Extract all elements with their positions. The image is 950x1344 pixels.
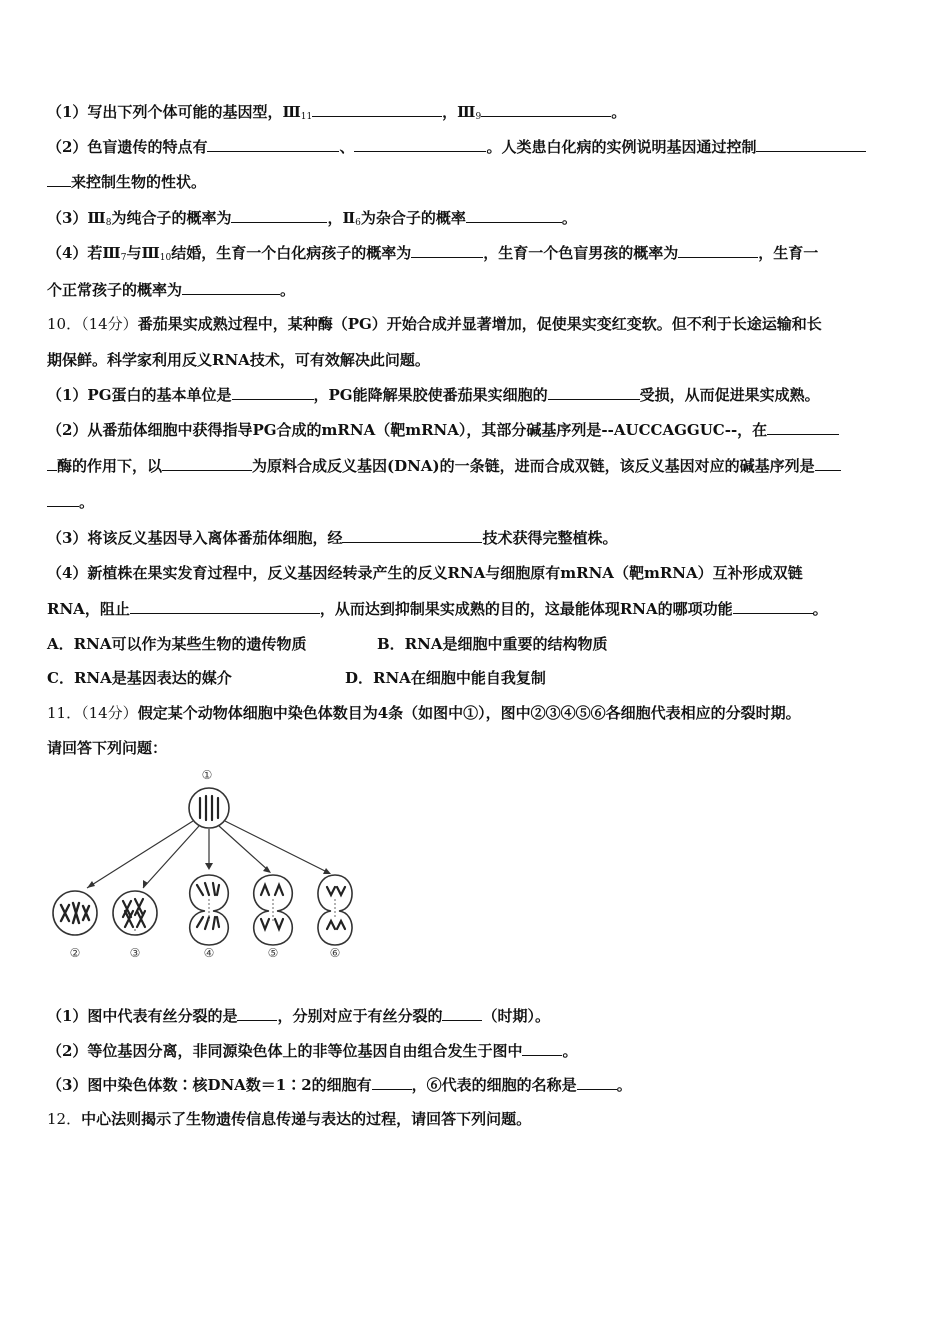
q11-stem-text: 请回答下列问题： <box>47 739 168 757</box>
subscript: 7 <box>120 253 127 263</box>
q9-part1-text: ，Ⅲ <box>442 103 476 121</box>
q11-stem-cont <box>47 738 907 758</box>
figure-label-3: ③ <box>129 946 141 960</box>
q10-part4-cont <box>47 599 907 619</box>
answer-blank[interactable] <box>47 172 71 187</box>
q11-part3 <box>47 1075 907 1095</box>
q9-part4-text: 结婚，生育一个白化病孩子的概率为 <box>171 244 412 262</box>
answer-blank[interactable] <box>130 599 320 614</box>
q12-stem <box>47 1109 907 1129</box>
answer-blank[interactable] <box>162 456 252 471</box>
q10-part2-cont <box>47 456 907 476</box>
chromosomes-6 <box>327 887 345 929</box>
q9-part1-text: 。 <box>611 103 627 121</box>
q11-part2 <box>47 1041 907 1061</box>
figure-label-5: ⑤ <box>267 946 279 960</box>
q9-part3-text: ，Ⅱ <box>327 209 356 227</box>
chromosomes-5 <box>261 885 283 929</box>
figure-label-2: ② <box>69 946 81 960</box>
answer-blank[interactable] <box>182 280 280 295</box>
q10-part2-text: （2）从番茄体细胞中获得指导PG合成的mRNA（靶mRNA），其部分碱基序列是--AUCCAGGUC--，在 <box>47 421 768 439</box>
q10-part4 <box>47 563 907 583</box>
question-number: 11．（14分） <box>47 704 138 722</box>
q9-part4-text: 。 <box>280 281 296 299</box>
cell-4 <box>190 875 229 945</box>
q10-stem-cont <box>47 350 907 370</box>
answer-blank[interactable] <box>372 1075 412 1090</box>
q10-part4-text: 。 <box>812 600 828 618</box>
q11-part2-text: （2）等位基因分离，非同源染色体上的非等位基因自由组合发生于图中 <box>47 1042 523 1060</box>
q9-part3-text: （3）Ⅲ <box>47 209 106 227</box>
subscript: 11 <box>300 112 313 122</box>
q11-part2-text: 。 <box>562 1042 578 1060</box>
option-c[interactable]: C．RNA是基因表达的媒介 <box>47 669 232 687</box>
q9-part4-text: ，生育一 <box>758 244 819 262</box>
q9-part4-text: 个正常孩子的概率为 <box>47 281 183 299</box>
chromosomes-1 <box>200 796 218 820</box>
q9-part2-cont <box>47 172 907 192</box>
answer-blank[interactable] <box>815 456 841 471</box>
q10-options-row1 <box>47 634 907 654</box>
q10-part4-text: ，从而达到抑制果实成熟的目的，这最能体现RNA的哪项功能 <box>319 600 733 618</box>
q11-part1-text: （时期）。 <box>482 1007 550 1025</box>
q10-part1-text: （1）PG蛋白的基本单位是 <box>47 386 232 404</box>
answer-blank[interactable] <box>756 137 866 152</box>
answer-blank[interactable] <box>411 243 483 258</box>
q11-part3-text: 。 <box>616 1076 632 1094</box>
q10-part3 <box>47 528 907 548</box>
q9-part4-text: ，生育一个色盲男孩的概率为 <box>483 244 679 262</box>
subscript: 9 <box>475 112 482 122</box>
q9-part4-text: （4）若Ⅲ <box>47 244 121 262</box>
answer-blank[interactable] <box>47 492 79 507</box>
q10-options-row2 <box>47 668 907 688</box>
q11-stem-text: 假定某个动物体细胞中染色体数目为4条（如图中①），图中②③④⑤⑥各细胞代表相应的分裂时期。 <box>137 704 801 722</box>
answer-blank[interactable] <box>232 385 314 400</box>
q10-part1-text: ，PG能降解果胶使番茄果实细胞的 <box>313 386 548 404</box>
q9-part2-text: 来控制生物的性状。 <box>71 173 207 191</box>
q9-part3-text: 。 <box>561 209 577 227</box>
q10-part2 <box>47 420 907 440</box>
answer-blank[interactable] <box>231 208 327 223</box>
question-number: 12． <box>47 1110 82 1128</box>
division-arrows <box>87 821 329 888</box>
answer-blank[interactable] <box>312 102 442 117</box>
q10-part4-text: RNA，阻止 <box>47 600 130 618</box>
answer-blank[interactable] <box>678 243 758 258</box>
figure-label-6: ⑥ <box>329 946 341 960</box>
subscript: 10 <box>159 253 172 263</box>
chromosomes-2 <box>61 903 89 923</box>
subscript: 8 <box>105 218 112 228</box>
option-b[interactable]: B．RNA是细胞中重要的结构物质 <box>377 635 608 653</box>
question-number: 10．（14分） <box>47 315 138 333</box>
option-a[interactable]: A．RNA可以作为某些生物的遗传物质 <box>47 635 307 653</box>
answer-blank[interactable] <box>767 420 839 435</box>
q11-part1 <box>47 1006 907 1026</box>
cell-division-figure <box>47 763 367 968</box>
q9-part2 <box>47 137 907 157</box>
chromosomes-3 <box>123 899 145 927</box>
q9-part2-text: 。人类患白化病的实例说明基因通过控制 <box>486 138 757 156</box>
q10-stem-text: 番茄果实成熟过程中，某种酶（PG）开始合成并显著增加，促使果实变红变软。但不利于长途运输和长 <box>137 315 822 333</box>
q11-part3-text: （3）图中染色体数∶核DNA数＝1∶2的细胞有 <box>47 1076 372 1094</box>
q11-part1-text: （1）图中代表有丝分裂的是 <box>47 1007 238 1025</box>
subscript: 6 <box>355 218 361 228</box>
q10-part3-text: 技术获得完整植株。 <box>482 529 618 547</box>
q10-part3-text: （3）将该反义基因导入离体番茄体细胞，经 <box>47 529 343 547</box>
answer-blank[interactable] <box>733 599 813 614</box>
q10-stem <box>47 314 907 334</box>
answer-blank[interactable] <box>577 1075 617 1090</box>
q11-part3-text: ，⑥代表的细胞的名称是 <box>411 1076 577 1094</box>
answer-blank[interactable] <box>442 1006 482 1021</box>
q9-part2-text: （2）色盲遗传的特点有 <box>47 138 208 156</box>
q9-part1 <box>47 102 907 127</box>
q10-part4-text: （4）新植株在果实发育过程中，反义基因经转录产生的反义RNA与细胞原有mRNA（靶mRNA）互补形成双链 <box>47 564 803 582</box>
q9-part4-cont <box>47 280 907 300</box>
q9-part3-text: 为纯合子的概率为 <box>111 209 232 227</box>
q9-part3-text: 为杂合子的概率 <box>360 209 466 227</box>
q9-part4 <box>47 243 907 268</box>
figure-label-1: ① <box>201 768 213 782</box>
q9-part4-text: 与Ⅲ <box>126 244 160 262</box>
q10-part2-text: 。 <box>79 493 95 511</box>
q9-part1-text: （1）写出下列个体可能的基因型，Ⅲ <box>47 103 301 121</box>
q10-part1-text: 受损，从而促进果实成熟。 <box>639 386 820 404</box>
cell-1 <box>189 788 229 828</box>
answer-blank[interactable] <box>354 137 486 152</box>
q12-stem-text: 中心法则揭示了生物遗传信息传递与表达的过程，请回答下列问题。 <box>81 1110 532 1128</box>
q10-part2-text: 酶的作用下，以 <box>57 457 163 475</box>
answer-blank[interactable] <box>481 102 611 117</box>
answer-blank[interactable] <box>47 456 57 471</box>
cell-6 <box>318 875 352 945</box>
answer-blank[interactable] <box>522 1041 562 1056</box>
q11-stem <box>47 703 907 723</box>
q9-part3 <box>47 208 907 233</box>
q10-part2-text: 为原料合成反义基因(DNA)的一条链，进而合成双链，该反义基因对应的碱基序列是 <box>252 457 815 475</box>
answer-blank[interactable] <box>207 137 339 152</box>
q9-part2-text: 、 <box>339 138 355 156</box>
answer-blank[interactable] <box>548 385 640 400</box>
q11-part1-text: ，分别对应于有丝分裂的 <box>277 1007 443 1025</box>
answer-blank[interactable] <box>466 208 562 223</box>
answer-blank[interactable] <box>237 1006 277 1021</box>
q10-stem-text: 期保鲜。科学家利用反义RNA技术，可有效解决此问题。 <box>47 351 430 369</box>
cell-5 <box>254 875 293 945</box>
option-d[interactable]: D．RNA在细胞中能自我复制 <box>345 669 546 687</box>
q10-part2-cont2 <box>47 492 907 512</box>
chromosomes-4 <box>197 883 219 929</box>
q10-part1 <box>47 385 907 405</box>
figure-label-4: ④ <box>203 946 215 960</box>
answer-blank[interactable] <box>342 528 482 543</box>
